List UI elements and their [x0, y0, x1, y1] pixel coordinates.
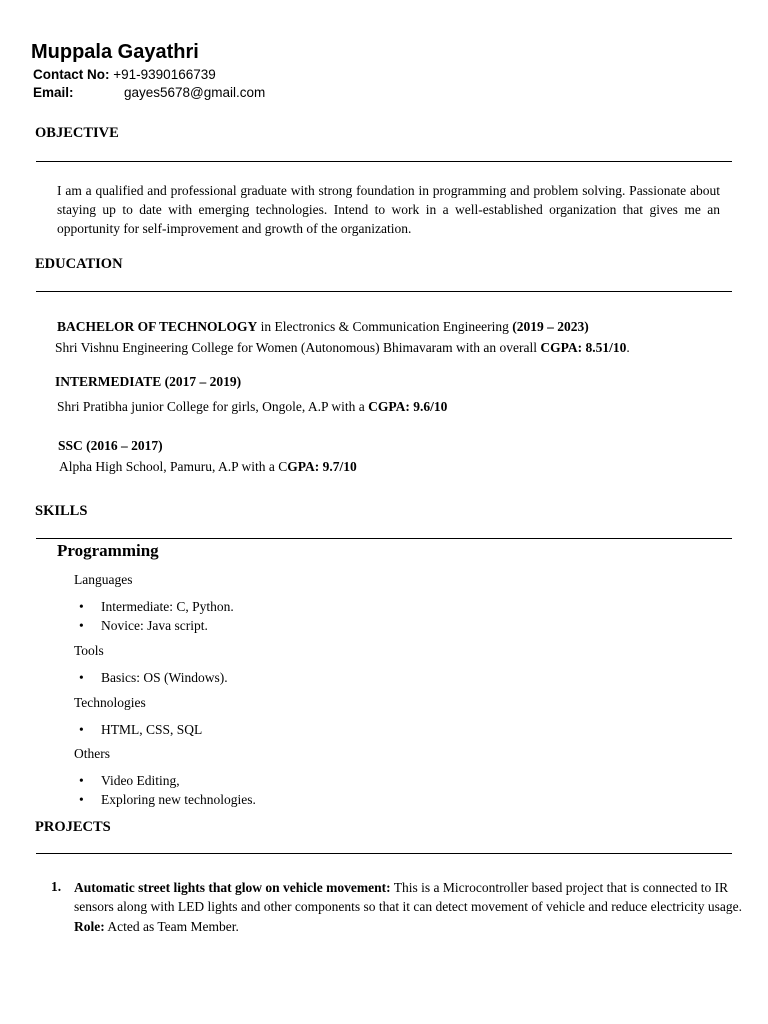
- ssc-title: SSC (2016 – 2017): [58, 438, 163, 453]
- btech-degree: BACHELOR OF TECHNOLOGY: [57, 319, 258, 334]
- btech-period: .: [626, 340, 630, 355]
- tools-label: Tools: [74, 643, 104, 658]
- skill-item: Exploring new technologies.: [101, 792, 256, 807]
- objective-text: I am a qualified and professional graduate with strong foundation in programming and problem solving. Passionate about staying up to date with emerging technologies. Intend to work in a well-established organization that gives me an opportunity for self-improvement and growth of the organization.: [57, 183, 720, 236]
- btech-title-line: [57, 319, 589, 335]
- skill-item: Video Editing,: [101, 773, 180, 788]
- languages-label: Languages: [74, 572, 133, 587]
- education-heading: EDUCATION: [35, 256, 123, 272]
- skill-item: Basics: OS (Windows).: [101, 670, 228, 685]
- projects-divider: [36, 853, 732, 854]
- bullet-icon: •: [79, 618, 84, 633]
- email-label: Email:: [33, 85, 74, 100]
- ssc-cgpa: GPA: 9.7/10: [287, 459, 357, 474]
- others-label: Others: [74, 746, 110, 761]
- email-address[interactable]: gayes5678@gmail.com: [124, 85, 266, 100]
- btech-years: (2019 – 2023): [512, 319, 589, 334]
- education-divider: [36, 291, 732, 292]
- intermediate-college: Shri Pratibha junior College for girls, Ongole, A.P with a: [57, 399, 369, 414]
- ssc-school-line: [59, 459, 357, 475]
- programming-subheading: Programming: [57, 541, 159, 560]
- project-description: [74, 878, 754, 916]
- project-title: Automatic street lights that glow on vehicle movement:: [74, 880, 391, 895]
- btech-college: Shri Vishnu Engineering College for Women (Autonomous) Bhimavaram with an overall: [55, 340, 541, 355]
- intermediate-title: INTERMEDIATE (2017 – 2019): [55, 374, 242, 389]
- objective-heading: OBJECTIVE: [35, 125, 119, 141]
- contact-number: +91-9390166739: [113, 67, 216, 82]
- intermediate-cgpa: CGPA: 9.6/10: [368, 399, 448, 414]
- skills-heading: SKILLS: [35, 503, 88, 519]
- project-role-label: Role:: [74, 919, 105, 934]
- btech-field: in Electronics & Communication Engineering: [257, 319, 513, 334]
- bullet-icon: •: [79, 670, 84, 685]
- objective-divider: [36, 161, 732, 162]
- projects-heading: PROJECTS: [35, 819, 111, 835]
- btech-college-line: [55, 340, 630, 356]
- bullet-icon: •: [79, 722, 84, 737]
- bullet-icon: •: [79, 599, 84, 614]
- bullet-icon: •: [79, 792, 84, 807]
- technologies-label: Technologies: [74, 695, 146, 710]
- intermediate-college-line: [57, 399, 447, 415]
- skill-item: Novice: Java script.: [101, 618, 208, 633]
- project-role-line: [74, 919, 239, 935]
- candidate-name: Muppala Gayathri: [31, 41, 199, 63]
- bullet-icon: •: [79, 773, 84, 788]
- skills-divider: [36, 538, 732, 539]
- project-number: 1.: [51, 879, 62, 894]
- btech-cgpa: CGPA: 8.51/10: [540, 340, 627, 355]
- contact-line: [33, 67, 216, 82]
- contact-label: Contact No:: [33, 67, 110, 82]
- ssc-school: Alpha High School, Pamuru, A.P with a C: [59, 459, 288, 474]
- skill-item: HTML, CSS, SQL: [101, 722, 203, 737]
- project-text: This is a Microcontroller based project that is connected to IR sensors along with LED lights and other components so that it can detect movement of vehicle and reduce electricity usage.: [74, 880, 743, 914]
- project-role-value: Acted as Team Member.: [104, 919, 239, 934]
- skill-item: Intermediate: C, Python.: [101, 599, 234, 614]
